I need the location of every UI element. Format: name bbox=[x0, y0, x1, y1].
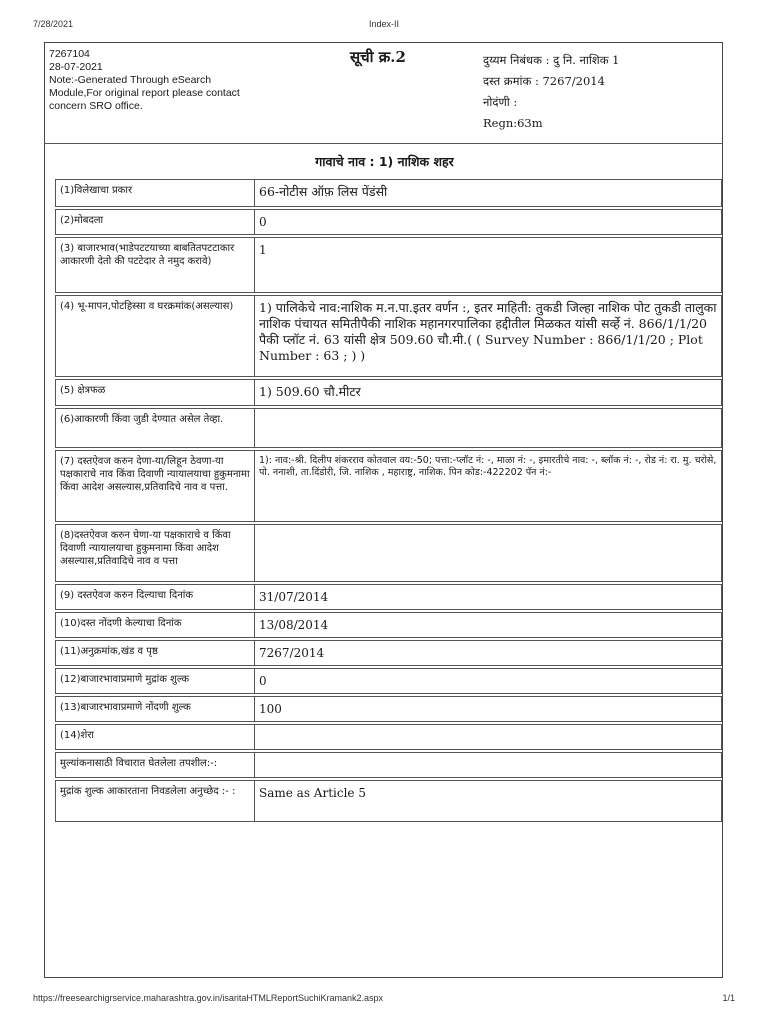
row-label: (11)अनुक्रमांक,खंड व पृष्ठ bbox=[55, 640, 254, 666]
row-label: मुद्रांक शुल्क आकारताना निवडलेला अनुच्छेद :- : bbox=[55, 780, 254, 822]
row-label: (12)बाजारभावाप्रमाणे मुद्रांक शुल्क bbox=[55, 668, 254, 694]
row-label: (13)बाजारभावाप्रमाणे नोंदणी शुल्क bbox=[55, 696, 254, 722]
row-value: Same as Article 5 bbox=[254, 780, 722, 822]
table-row bbox=[55, 612, 722, 638]
table-row bbox=[55, 724, 722, 750]
row-label: (4) भू-मापन,पोटहिस्सा व घरक्रमांक(असल्यास) bbox=[55, 295, 254, 377]
table-row bbox=[55, 179, 722, 207]
footer-page: 1/1 bbox=[722, 993, 735, 1003]
regn-code: Regn:63m bbox=[483, 116, 543, 130]
table-row bbox=[55, 752, 722, 778]
row-value: 1) 509.60 चौ.मीटर bbox=[254, 379, 722, 406]
row-value: 0 bbox=[254, 668, 722, 694]
sub-registrar: दुय्यम निबंधक : दु नि. नाशिक 1 bbox=[483, 53, 620, 67]
row-value: 1) पालिकेचे नाव:नाशिक म.न.पा.इतर वर्णन :, इतर माहिती: तुकडी जिल्हा नाशिक पोट तुकडी तालुका नाशिक पंचायत समितीपैकी नाशिक महानगरपालिका हद्दीतील मिळकत यांसी सर्व्हे नं. 866/1/1/20 पैकी प्लॉट नं. 63 यांसी क्षेत्र 509.60 चौ.मी.( ( Survey Number : 866/1/1/20 ; Plot Number : 63 ; ) ) bbox=[254, 295, 722, 377]
footer-url: https://freesearchigrservice.maharashtra.gov.in/isaritaHTMLReportSuchiKramank2.aspx bbox=[33, 993, 383, 1003]
row-value bbox=[254, 524, 722, 582]
doc-meta-right bbox=[483, 50, 719, 134]
registration-label: नोदंणी : bbox=[483, 95, 518, 109]
doc-number: दस्त क्रमांक : 7267/2014 bbox=[483, 74, 605, 88]
table-row bbox=[55, 450, 722, 522]
row-value: 31/07/2014 bbox=[254, 584, 722, 610]
row-label: (2)मोबदला bbox=[55, 209, 254, 235]
note-line-2: Module,For original report please contact bbox=[49, 87, 240, 99]
row-value bbox=[254, 724, 722, 750]
header-divider bbox=[44, 143, 723, 144]
village-name: गावाचे नाव : 1) नाशिक शहर bbox=[315, 154, 454, 169]
table-row bbox=[55, 584, 722, 610]
row-label: (8)दस्तऐवज करुन घेणा-या पक्षकाराचे व किंवा दिवाणी न्यायालयाचा हुकुमनामा किंवा आदेश असल्यास,प्रतिवादिचे नाव व पत्ता bbox=[55, 524, 254, 582]
row-label: (10)दस्त नोंदणी केल्याचा दिनांक bbox=[55, 612, 254, 638]
table-row bbox=[55, 640, 722, 666]
row-label: (3) बाजारभाव(भाडेपटटयाच्या बाबतितपटटाकार आकारणी देतो की पटटेदार ते नमुद करावे) bbox=[55, 237, 254, 293]
note-line-1: Note:-Generated Through eSearch bbox=[49, 74, 212, 86]
print-date: 7/28/2021 bbox=[33, 19, 74, 29]
doc-id: 7267104 bbox=[49, 48, 90, 60]
print-header bbox=[0, 19, 768, 31]
doc-title: सूची क्र.2 bbox=[350, 48, 406, 66]
row-label: (6)आकारणी किंवा जुडी देण्यात असेल तेव्हा. bbox=[55, 408, 254, 448]
row-value: 13/08/2014 bbox=[254, 612, 722, 638]
row-label: (14)शेरा bbox=[55, 724, 254, 750]
doc-date: 28-07-2021 bbox=[49, 61, 103, 73]
print-footer bbox=[0, 993, 768, 1005]
table-row bbox=[55, 696, 722, 722]
table-row bbox=[55, 524, 722, 582]
table-row bbox=[55, 209, 722, 235]
row-label: (5) क्षेत्रफळ bbox=[55, 379, 254, 406]
row-value bbox=[254, 752, 722, 778]
doc-meta-left bbox=[49, 48, 289, 113]
table-row bbox=[55, 780, 722, 822]
row-value: 1): नाव:-श्री. दिलीप शंकरराव कोतवाल वय:-50; पत्ता:-प्लॉट नं: -, माळा नं: -, इमारतीचे नाव: -, ब्लॉक नं: -, रोड नं: रा. मु. चरोसे, पो. ननाशी, ता.दिंडोरी, जि. नाशिक , महाराष्ट्र, नाशिक. पिन कोड:-422202 पॅन नं:- bbox=[254, 450, 722, 522]
index-ii-document bbox=[44, 42, 723, 978]
row-label: (9) दस्तऐवज करुन दिल्याचा दिनांक bbox=[55, 584, 254, 610]
row-value: 100 bbox=[254, 696, 722, 722]
print-title: Index-II bbox=[368, 19, 399, 29]
table-row bbox=[55, 408, 722, 448]
table-row bbox=[55, 295, 722, 377]
row-label: (7) दस्तऐवज करुन देणा-या/लिहून ठेवणा-या पक्षकाराचे नाव किंवा दिवाणी न्यायालयाचा हुकुमनामा किंवा आदेश असल्यास,प्रतिवादिचे नाव व पत्ता. bbox=[55, 450, 254, 522]
row-value: 66-नोटीस ऑफ़ लिस पेंडंसी bbox=[254, 179, 722, 207]
row-value: 1 bbox=[254, 237, 722, 293]
row-value: 7267/2014 bbox=[254, 640, 722, 666]
row-value bbox=[254, 408, 722, 448]
row-label: (1)विलेखाचा प्रकार bbox=[55, 179, 254, 207]
index-table bbox=[55, 177, 722, 824]
table-row bbox=[55, 237, 722, 293]
table-row bbox=[55, 379, 722, 406]
table-row bbox=[55, 668, 722, 694]
note-line-3: concern SRO office. bbox=[49, 100, 143, 112]
row-value: 0 bbox=[254, 209, 722, 235]
row-label: मुल्यांकनासाठी विचारात घेतलेला तपशील:-: bbox=[55, 752, 254, 778]
